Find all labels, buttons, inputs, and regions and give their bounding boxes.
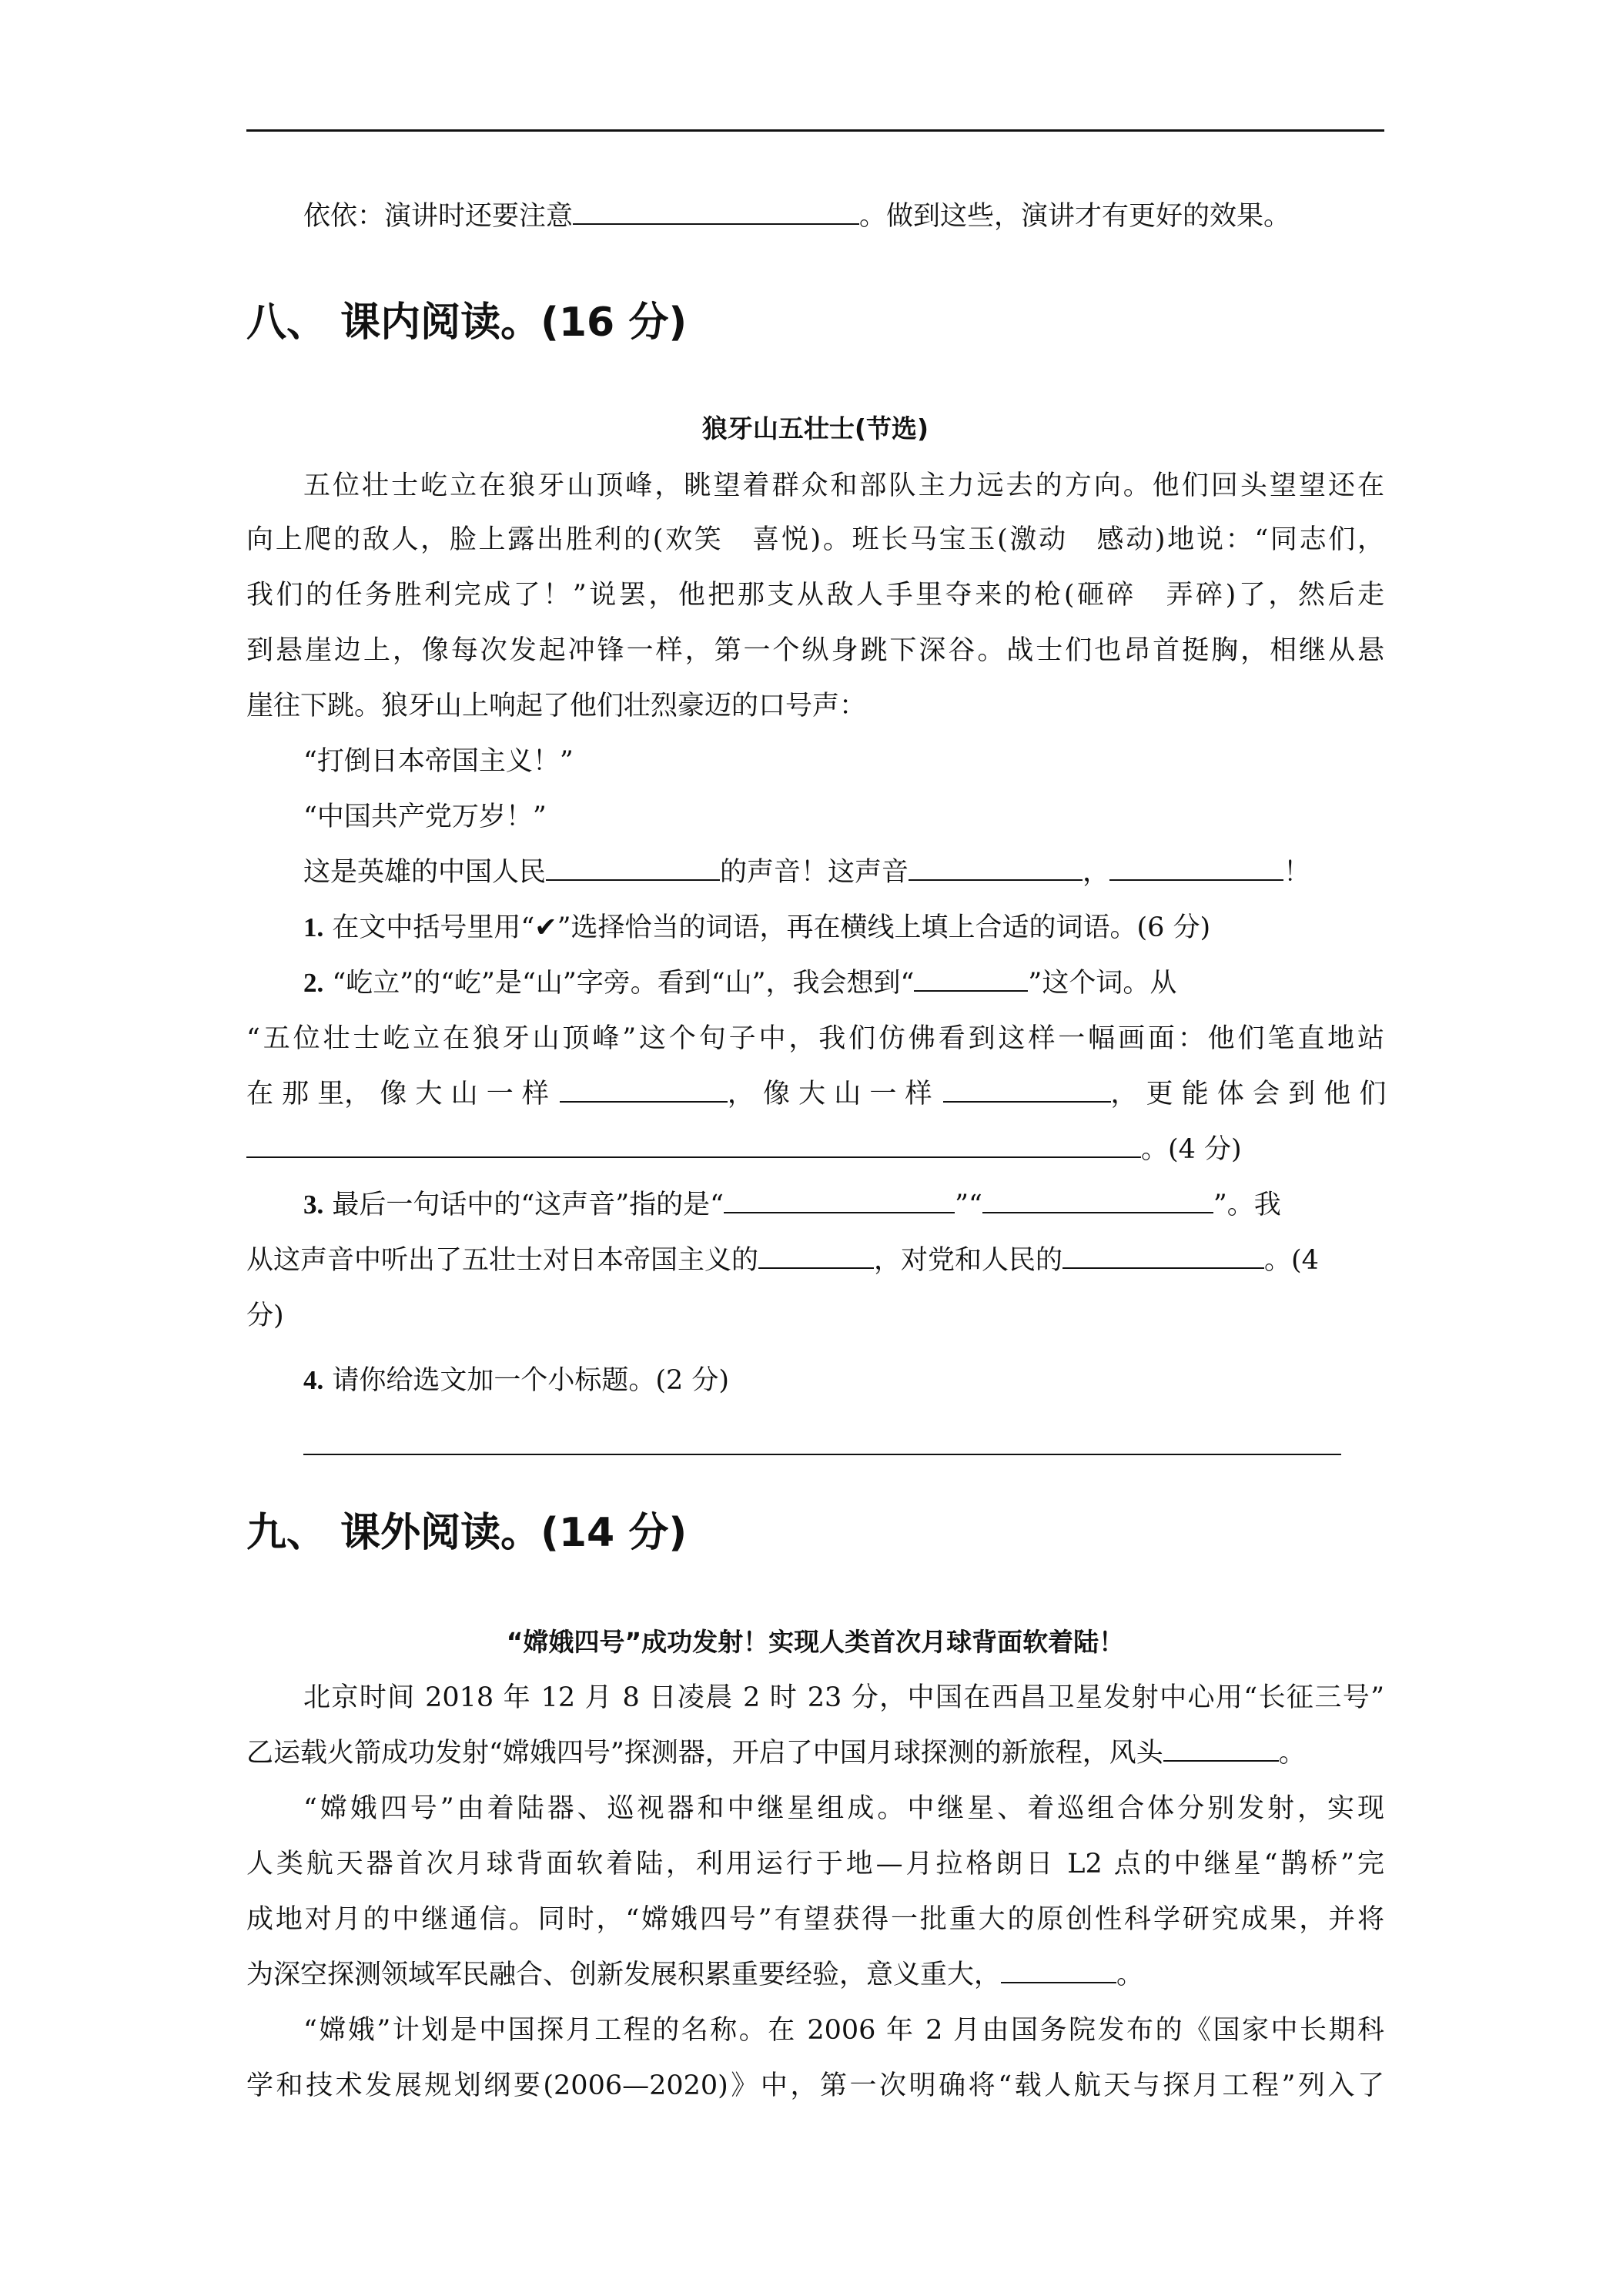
passage-2-line: 学和技术发展规划纲要(2006—2020)》中，第一次明确将“载人航天与探月工程”列入了 <box>246 2070 1384 2101</box>
question-text: 从这声音中听出了五壮士对日本帝国主义的 <box>246 1245 759 1276</box>
question-2-line-1 <box>303 964 1384 1002</box>
question-text: ”。我 <box>1213 1190 1281 1220</box>
question-text: 最后一句话中的“这声音”指的是“ <box>323 1190 724 1220</box>
question-2-line-4 <box>246 1130 1384 1169</box>
section-9-heading: 九、 课外阅读。(14 分) <box>246 1510 688 1556</box>
question-4 <box>303 1361 1384 1400</box>
passage-2-line: “嫦娥四号”由着陆器、巡视器和中继星组成。中继星、着巡组合体分别发射，实现 <box>303 1793 1384 1824</box>
answer-blank[interactable] <box>1109 855 1283 882</box>
passage-1-fill-line <box>303 853 1384 892</box>
passage-1-line: 崖往下跳。狼牙山上响起了他们壮烈豪迈的口号声： <box>246 691 867 721</box>
passage-text: 乙运载火箭成功发射“嫦娥四号”探测器，开启了中国月球探测的新旅程，风头 <box>246 1738 1163 1769</box>
section-8-heading: 八、 课内阅读。(16 分) <box>246 300 688 346</box>
dialogue-text-end: 。做到这些，演讲才有更好的效果。 <box>859 201 1291 232</box>
question-text: 请你给选文加一个小标题。(2 分) <box>323 1365 730 1396</box>
passage-text: 。 <box>1278 1738 1306 1769</box>
passage-2-title: “嫦娥四号”成功发射！实现人类首次月球背面软着陆！ <box>506 1627 1125 1657</box>
slogan-1: “打倒日本帝国主义！” <box>303 746 574 777</box>
slogan-2: “中国共产党万岁！” <box>303 802 547 832</box>
header-rule <box>246 129 1384 132</box>
answer-blank[interactable] <box>1062 1243 1264 1270</box>
answer-blank[interactable] <box>909 855 1083 882</box>
answer-blank[interactable] <box>546 855 720 882</box>
question-text: ， 像 大 山 一 样 <box>727 1079 932 1110</box>
passage-2-line: 成地对月的中继通信。同时，“嫦娥四号”有望获得一批重大的原创性科学研究成果，并将 <box>246 1904 1384 1935</box>
question-2-line-2: “五位壮士屹立在狼牙山顶峰”这个句子中，我们仿佛看到这样一幅画面：他们笔直地站 <box>246 1023 1384 1054</box>
question-3-line-3: 分) <box>246 1300 284 1331</box>
answer-blank[interactable] <box>914 966 1028 992</box>
question-text: ”“ <box>955 1190 982 1220</box>
question-3-line-1 <box>303 1186 1384 1224</box>
answer-blank[interactable] <box>560 1077 728 1103</box>
answer-line[interactable] <box>303 1454 1341 1455</box>
answer-blank[interactable] <box>1001 1958 1116 1984</box>
question-text: 在 那 里， 像 大 山 一 样 <box>246 1079 549 1110</box>
passage-2-line <box>246 1734 1384 1772</box>
question-number: 2. <box>303 968 324 998</box>
passage-text: 。 <box>1116 1960 1144 1990</box>
answer-blank[interactable] <box>982 1188 1213 1214</box>
question-number: 4. <box>303 1365 324 1395</box>
fill-text: 这是英雄的中国人民 <box>303 857 547 888</box>
answer-blank[interactable] <box>943 1077 1111 1103</box>
passage-2-line: 北京时间 2018 年 12 月 8 日凌晨 2 时 23 分，中国在西昌卫星发射中心用“长征三号” <box>303 1682 1384 1713</box>
passage-2-line: “嫦娥”计划是中国探月工程的名称。在 2006 年 2 月由国务院发布的《国家中长期科 <box>303 2015 1384 2046</box>
question-text: 。(4 <box>1264 1245 1319 1276</box>
fill-text: ！ <box>1283 857 1311 888</box>
passage-2-line <box>246 1956 1384 1994</box>
question-text: ， 更 能 体 会 到 他 们 <box>1110 1079 1387 1110</box>
question-text: “屹立”的“屹”是“山”字旁。看到“山”，我会想到“ <box>323 968 915 999</box>
question-text: 在文中括号里用“✔”选择恰当的词语，再在横线上填上合适的词语。(6 分) <box>323 912 1211 943</box>
question-number: 1. <box>303 912 324 942</box>
answer-blank[interactable] <box>246 1133 1141 1159</box>
passage-1-line: 我们的任务胜利完成了！”说罢，他把那支从敌人手里夺来的枪(砸碎 弄碎)了，然后走 <box>246 580 1384 611</box>
passage-text: 为深空探测领域军民融合、创新发展积累重要经验，意义重大， <box>246 1960 1002 1990</box>
dialogue-text: 依依：演讲时还要注意 <box>303 201 574 232</box>
question-1 <box>303 909 1384 947</box>
passage-1-line: 到悬崖边上，像每次发起冲锋一样，第一个纵身跳下深谷。战士们也昂首挺胸，相继从悬 <box>246 635 1384 666</box>
dialogue-line <box>303 197 1384 236</box>
fill-text: ， <box>1083 857 1110 888</box>
question-3-line-2 <box>246 1241 1384 1280</box>
answer-blank[interactable] <box>1163 1736 1279 1762</box>
question-text: ”这个词。从 <box>1028 968 1177 999</box>
question-text: ，对党和人民的 <box>874 1245 1063 1276</box>
question-number: 3. <box>303 1190 324 1220</box>
answer-blank[interactable] <box>758 1243 874 1270</box>
fill-text: 的声音！这声音 <box>720 857 909 888</box>
question-2-line-3 <box>246 1075 1387 1113</box>
answer-blank[interactable] <box>724 1188 955 1214</box>
passage-1-line: 五位壮士屹立在狼牙山顶峰，眺望着群众和部队主力远去的方向。他们回头望望还在 <box>303 470 1384 501</box>
question-text: 。(4 分) <box>1141 1134 1242 1165</box>
passage-2-line: 人类航天器首次月球背面软着陆，利用运行于地—月拉格朗日 L2 点的中继星“鹊桥”完 <box>246 1849 1384 1879</box>
answer-blank[interactable] <box>573 199 859 226</box>
passage-1-line: 向上爬的敌人，脸上露出胜利的(欢笑 喜悦)。班长马宝玉(激动 感动)地说：“同志们， <box>246 524 1384 555</box>
passage-1-title: 狼牙山五壮士(节选) <box>701 413 929 443</box>
